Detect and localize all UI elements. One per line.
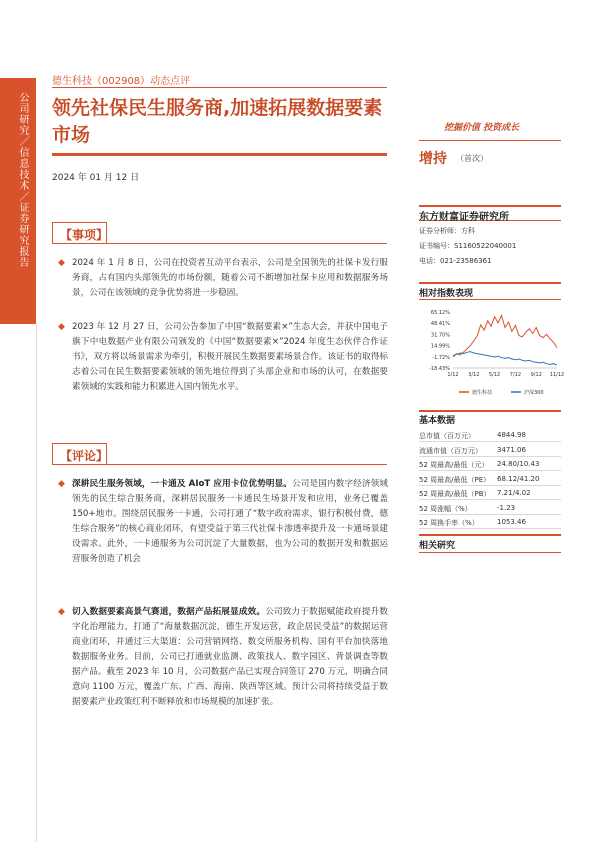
basic-data-row xyxy=(419,472,561,486)
chart-ytick-label: 31.70% xyxy=(430,332,450,339)
chart-xtick-label: 1/12 xyxy=(447,372,459,378)
event-paragraph-2: 2023 年 12 月 27 日，公司公告参加了中国“数据要素×”生态大会，并获中国电子旗下中电数据产业有限公司颁发的《中国“数据要素×”2024 年度生态伙伴合作证书》，双方将以场景需求为牵引，积极开展民生数据要素场景合作。该证书的取得标志着公司在民生数据要素领域的领先地位得到了头部企业和市场的认可，在数据要素领域的实践和能力积累进入国内领先水平。 xyxy=(72,322,388,392)
basic-data-row xyxy=(419,501,561,515)
basic-data-row xyxy=(419,486,561,500)
rating: 增持 xyxy=(419,151,447,167)
basic-data-key: 52 周最高/最低（元） xyxy=(419,461,489,469)
bullet-icon: ◆ xyxy=(58,322,65,332)
comment-paragraph-2-lead: 切入数据要素高景气赛道，数据产品拓展显成效。 xyxy=(72,607,266,617)
basic-data-key: 52 周涨幅（%） xyxy=(419,504,472,513)
basic-data-key: 52 周最高/最低（PB） xyxy=(419,490,491,498)
page-title: 领先社保民生服务商,加速拓展数据要素市场 xyxy=(52,97,383,146)
chart-ytick-label: 48.41% xyxy=(430,321,450,328)
chart-xtick-label: 7/12 xyxy=(509,372,522,378)
analyst: 证券分析师：方科 xyxy=(419,227,475,235)
phone: 电话：021-23586361 xyxy=(419,257,492,265)
basic-data-value: -1.23 xyxy=(497,503,516,512)
comment-paragraph-1-body: 公司是国内数字经济领域领先的民生综合服务商，深耕居民服务一卡通民生场景开发和应用，业务已覆盖 150+地市。围绕居民服务一卡通，公司打通了“数字政府需求，银行积极付费，德生综合服务”的核心商业闭环，有望受益于第三代社保卡渗透率提升及一卡通场景建设需求。此外，一卡通服务为公司沉淀了大量数据，也为公司的数据开发和数据运营服务创造了机会 xyxy=(72,479,388,564)
relative-index-chart xyxy=(419,304,565,402)
basic-data-row xyxy=(419,457,561,471)
event-section-rule xyxy=(107,243,387,244)
rating-note: （首次） xyxy=(456,154,488,163)
comment-section-rule xyxy=(107,464,387,465)
chart-heading: 相对指数表现 xyxy=(419,289,474,299)
chart-xtick-label: 3/12 xyxy=(468,372,480,378)
chart-xtick-label: 11/12 xyxy=(549,372,565,378)
event-section-label xyxy=(52,222,107,244)
comment-section-text: 【评论】 xyxy=(60,449,109,463)
basic-data-key: 总市值（百万元） xyxy=(419,432,475,440)
header-rule xyxy=(52,87,387,88)
info-heading: 基本数据 xyxy=(419,416,456,426)
company-line: 德生科技（002908）动态点评 xyxy=(52,76,191,87)
basic-data-value: 24.80/10.43 xyxy=(497,460,540,468)
tagline-rule xyxy=(419,140,561,141)
tagline: 挖掘价值 投资成长 xyxy=(444,123,520,133)
chart-heading-rule xyxy=(419,282,561,284)
basic-data-row xyxy=(419,443,561,457)
institute-box xyxy=(419,205,561,221)
chart-svg xyxy=(419,304,565,402)
institute-name: 东方财富证券研究所 xyxy=(419,212,509,223)
basic-data-value: 4844.98 xyxy=(497,431,526,439)
chart-ytick-label: 14.99% xyxy=(430,343,450,350)
related-heading-underline xyxy=(419,552,561,553)
cert-number: 证书编号：S1160522040001 xyxy=(419,242,517,250)
event-paragraph-1: 2024 年 1 月 8 日，公司在投资者互动平台表示，公司是全国领先的社保卡发行服务商，占有国内头部领先的市场份额，随着公司不断增加社保卡应用和数据服务场景，公司在该领域的竞争优势将进一步稳固。 xyxy=(72,258,388,298)
related-heading: 相关研究 xyxy=(419,541,456,551)
bullet-icon: ◆ xyxy=(58,479,65,489)
related-heading-rule xyxy=(419,534,561,536)
sidebar-divider xyxy=(36,324,37,842)
event-section-text: 【事项】 xyxy=(60,228,109,242)
sidebar-label: 公司研究／信息技术／证券研究报告 xyxy=(17,92,28,268)
basic-data-value: 68.12/41.20 xyxy=(497,474,540,483)
chart-legend-label: 德生科技 xyxy=(472,390,493,396)
basic-data-row xyxy=(419,428,561,442)
chart-xtick-label: 9/12 xyxy=(530,372,542,378)
chart-xtick-label: 5/12 xyxy=(488,372,501,378)
chart-heading-underline xyxy=(419,299,561,300)
bullet-icon: ◆ xyxy=(58,258,65,268)
chart-legend-label: 沪深300 xyxy=(524,390,544,396)
chart-ytick-label: -18.43% xyxy=(429,366,450,372)
basic-data-key: 52 周换手率（%） xyxy=(419,519,479,527)
comment-section-label xyxy=(52,443,107,465)
comment-paragraph-1 xyxy=(72,477,388,567)
chart-ytick-label: -1.72% xyxy=(432,354,450,361)
chart-series-line-1 xyxy=(453,352,557,365)
basic-data-row xyxy=(419,515,561,529)
basic-data-value: 3471.06 xyxy=(497,445,526,454)
basic-data-value: 7.21/4.02 xyxy=(497,489,531,497)
comment-paragraph-1-lead: 深耕民生服务领域，一卡通及 AIoT 应用卡位优势明显。 xyxy=(72,479,293,489)
chart-series-line-0 xyxy=(453,315,557,357)
title-rule xyxy=(52,153,387,156)
basic-data-value: 1053.46 xyxy=(497,518,526,526)
comment-paragraph-2 xyxy=(72,605,388,710)
comment-paragraph-2-body: 公司致力于数据赋能政府提升数字化治理能力，打通了“海量数据沉淀，德生开发运营，政企居民受益”的数据运营商业闭环，并通过三大渠道：公司营销网络、数交所服务机构、国有平台加快落地数据服务业务。目前，公司已打通就业监测、政策找人、数字园区、背景调查等数据产品。截至 2023 年 10 月，公司数据产品已实现合同签订 270 万元，明确合同意向 1100 万元，覆盖广东、广西、海南、陕西等区域。预计公司将持续受益于数据要素产业政策红利不断释放和市场规模的加速扩张。 xyxy=(72,607,388,707)
basic-data-key: 流通市值（百万元） xyxy=(419,446,482,455)
bullet-icon: ◆ xyxy=(58,607,65,617)
info-heading-rule xyxy=(419,410,561,412)
chart-ytick-label: 65.12% xyxy=(430,310,450,316)
report-date: 2024 年 01 月 12 日 xyxy=(52,173,140,183)
basic-data-key: 52 周最高/最低（PE） xyxy=(419,475,491,484)
